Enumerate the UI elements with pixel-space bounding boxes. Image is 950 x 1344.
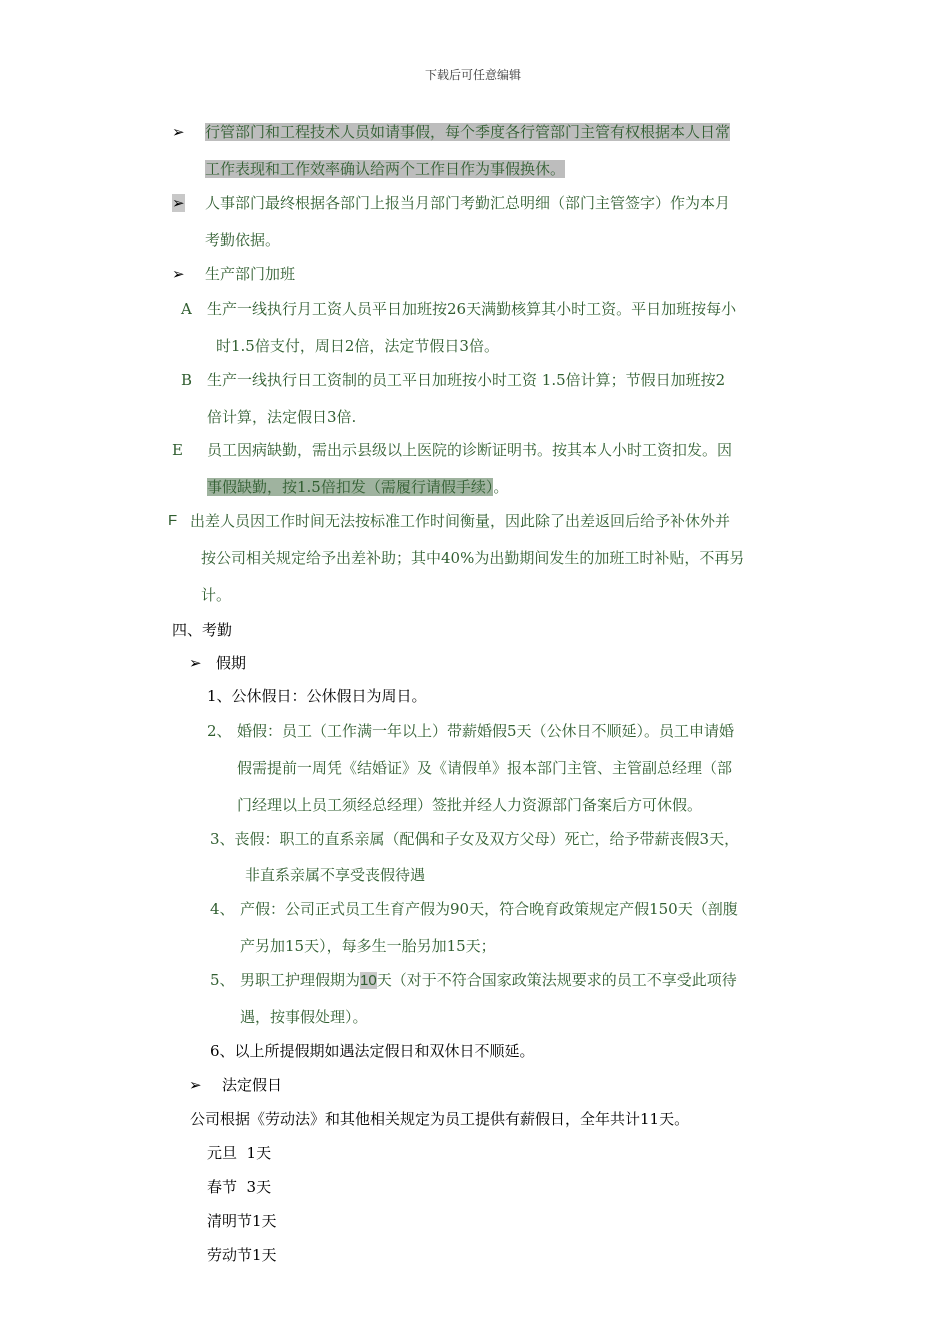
paragraph-line: 出差人员因工作时间无法按标准工作时间衡量，因此除了出差返回后给予补休外并 (190, 512, 731, 530)
paragraph-line: 行管部门和工程技术人员如请事假，每个季度各行管部门主管有权根据本人日常 (205, 123, 731, 141)
paragraph-line: 按公司相关规定给予出差补助；其中40%为出勤期间发生的加班工时补贴，不再另 (201, 549, 745, 567)
list-item: 1、公休假日：公休假日为周日。 (207, 687, 427, 705)
paragraph-line: 假需提前一周凭《结婚证》及《请假单》报本部门主管、主管副总经理（部 (237, 759, 733, 777)
holiday-item: 劳动节1天 (207, 1246, 277, 1264)
bullet-arrow-icon: ➢ (172, 123, 185, 141)
paragraph-line: 生产一线执行日工资制的员工平日加班按小时工资 1.5倍计算；节假日加班按2 (207, 371, 726, 389)
paragraph-line: 员工因病缺勤，需出示县级以上医院的诊断证明书。按其本人小时工资扣发。因 (207, 441, 733, 459)
paragraph-line: 计。 (201, 586, 232, 604)
subsection-heading: 法定假日 (222, 1076, 283, 1094)
list-marker: B (181, 371, 193, 389)
paragraph-line: 婚假：员工（工作满一年以上）带薪婚假5天（公休日不顺延）。员工申请婚 (237, 722, 735, 740)
list-item: 3、丧假：职工的直系亲属（配偶和子女及双方父母）死亡，给予带薪丧假3天， (210, 830, 740, 848)
paragraph-line: 事假缺勤，按1.5倍扣发（需履行请假手续）。 (207, 478, 509, 496)
holiday-item: 清明节1天 (207, 1212, 277, 1230)
paragraph-line: 非直系亲属不享受丧假待遇 (245, 866, 426, 884)
paragraph-line: 门经理以上员工须经总经理）签批并经人力资源部门备案后方可休假。 (237, 796, 703, 814)
paragraph-line: 人事部门最终根据各部门上报当月部门考勤汇总明细（部门主管签字）作为本月 (205, 194, 731, 212)
bullet-arrow-icon: ➢ (189, 1076, 202, 1094)
list-marker: 4、 (210, 900, 235, 918)
paragraph-line: 产另加15天），每多生一胎另加15天； (240, 937, 496, 955)
list-marker: 5、 (210, 971, 235, 989)
paragraph-line: 公司根据《劳动法》和其他相关规定为员工提供有薪假日，全年共计11天。 (190, 1110, 690, 1128)
list-marker: 2、 (207, 722, 232, 740)
paragraph-line: 产假：公司正式员工生育产假为90天，符合晚育政策规定产假150天（剖腹 (240, 900, 738, 918)
paragraph-line: 遇，按事假处理）。 (240, 1008, 368, 1026)
list-item: 6、以上所提假期如遇法定假日和双休日不顺延。 (210, 1042, 535, 1060)
section-heading: 四、考勤 (172, 621, 233, 639)
holiday-item: 春节 3天 (207, 1178, 272, 1196)
paragraph-line: 生产一线执行月工资人员平日加班按26天满勤核算其小时工资。平日加班按每小 (207, 300, 737, 318)
paragraph-line: 工作表现和工作效率确认给两个工作日作为事假换休。 (205, 160, 566, 178)
bullet-arrow-icon: ➢ (189, 654, 202, 672)
bullet-arrow-icon: ➢ (172, 265, 185, 283)
paragraph-line: 考勤依据。 (205, 231, 281, 249)
paragraph-line: 时1.5倍支付，周日2倍，法定节假日3倍。 (216, 337, 499, 355)
subsection-heading: 假期 (216, 654, 247, 672)
list-marker: E (172, 441, 183, 459)
paragraph-line: 倍计算，法定假日3倍. (207, 408, 357, 426)
paragraph-line: 男职工护理假期为10天（对于不符合国家政策法规要求的员工不享受此项待 (240, 971, 737, 989)
page-header: 下载后可任意编辑 (425, 68, 522, 82)
holiday-item: 元旦 1天 (207, 1144, 272, 1162)
bullet-arrow-icon: ➢ (172, 194, 185, 212)
section-heading: 生产部门加班 (205, 265, 296, 283)
list-marker: A (181, 300, 192, 318)
list-marker: F (168, 512, 178, 529)
